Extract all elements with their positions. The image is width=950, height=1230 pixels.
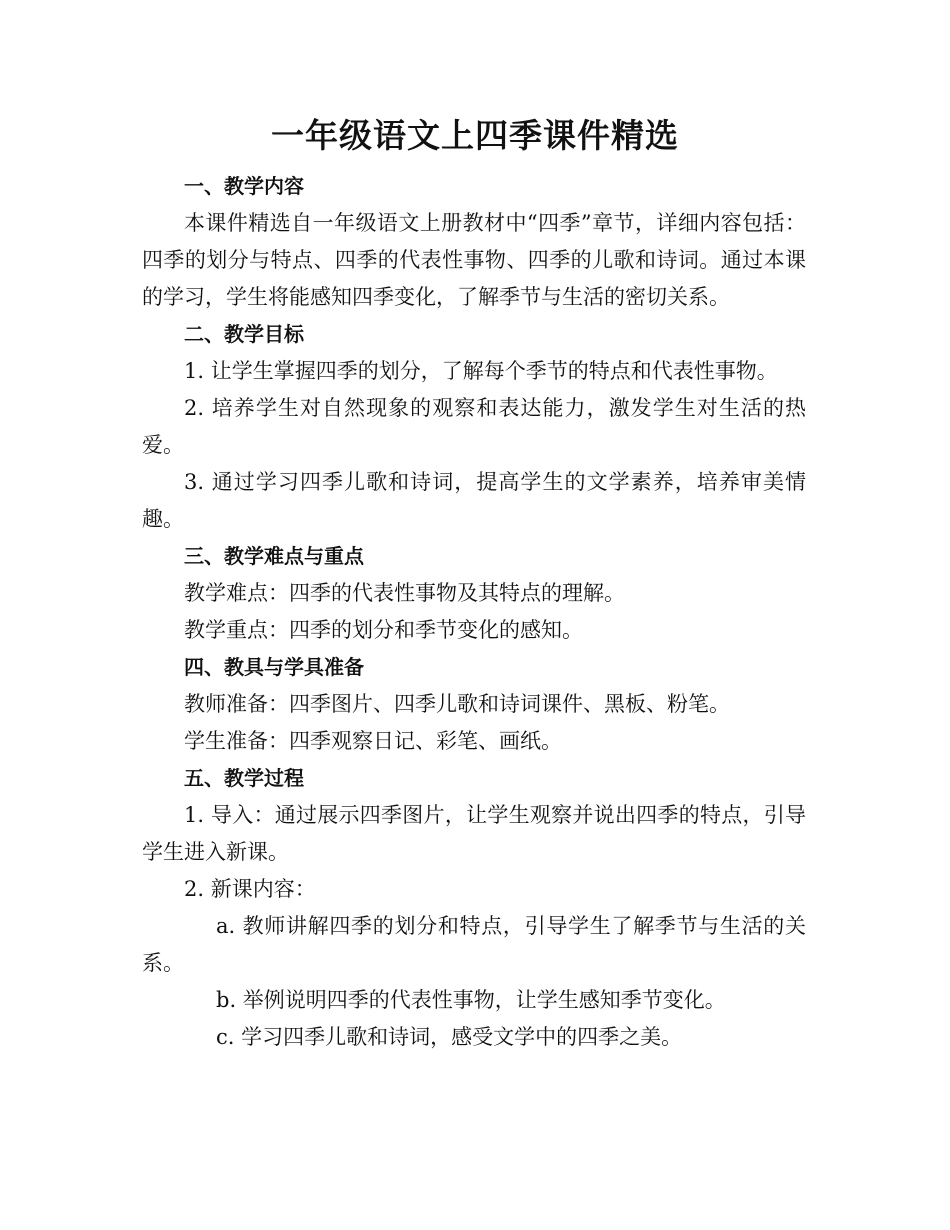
goal-item-1: 1. 让学生掌握四季的划分，了解每个季节的特点和代表性事物。 bbox=[184, 359, 778, 383]
goal-item-2: 2. 培养学生对自然现象的观察和表达能力，激发学生对生活的热爱。 bbox=[142, 396, 806, 457]
process-substep-a: a. 教师讲解四季的划分和特点，引导学生了解季节与生活的关系。 bbox=[142, 914, 806, 975]
teaching-focus: 教学重点：四季的划分和季节变化的感知。 bbox=[184, 618, 583, 642]
section-heading-materials: 四、教具与学具准备 bbox=[184, 655, 364, 679]
section-heading-content: 一、教学内容 bbox=[184, 174, 304, 198]
process-substep-b: b. 举例说明四季的代表性事物，让学生感知季节变化。 bbox=[216, 988, 726, 1012]
document-body bbox=[142, 168, 806, 1056]
section-heading-goals: 二、教学目标 bbox=[184, 322, 304, 346]
process-step-2: 2. 新课内容： bbox=[184, 877, 316, 901]
goal-item-3: 3. 通过学习四季儿歌和诗词，提高学生的文学素养，培养审美情趣。 bbox=[142, 470, 806, 531]
section-heading-key-points: 三、教学难点与重点 bbox=[184, 544, 364, 568]
student-materials: 学生准备：四季观察日记、彩笔、画纸。 bbox=[184, 729, 562, 753]
process-step-1: 1. 导入：通过展示四季图片，让学生观察并说出四季的特点，引导学生进入新课。 bbox=[142, 803, 806, 864]
process-substep-c: c. 学习四季儿歌和诗词，感受文学中的四季之美。 bbox=[216, 1025, 683, 1049]
teacher-materials: 教师准备：四季图片、四季儿歌和诗词课件、黑板、粉笔。 bbox=[184, 692, 730, 716]
page-title: 一年级语文上四季课件精选 bbox=[271, 116, 679, 155]
section-content-paragraph: 本课件精选自一年级语文上册教材中“四季”章节，详细内容包括：四季的划分与特点、四季的代表性事物、四季的儿歌和诗词。通过本课的学习，学生将能感知四季变化，了解季节与生活的密切关系。 bbox=[142, 211, 806, 309]
section-heading-process: 五、教学过程 bbox=[184, 766, 304, 790]
teaching-difficulty: 教学难点：四季的代表性事物及其特点的理解。 bbox=[184, 581, 625, 605]
